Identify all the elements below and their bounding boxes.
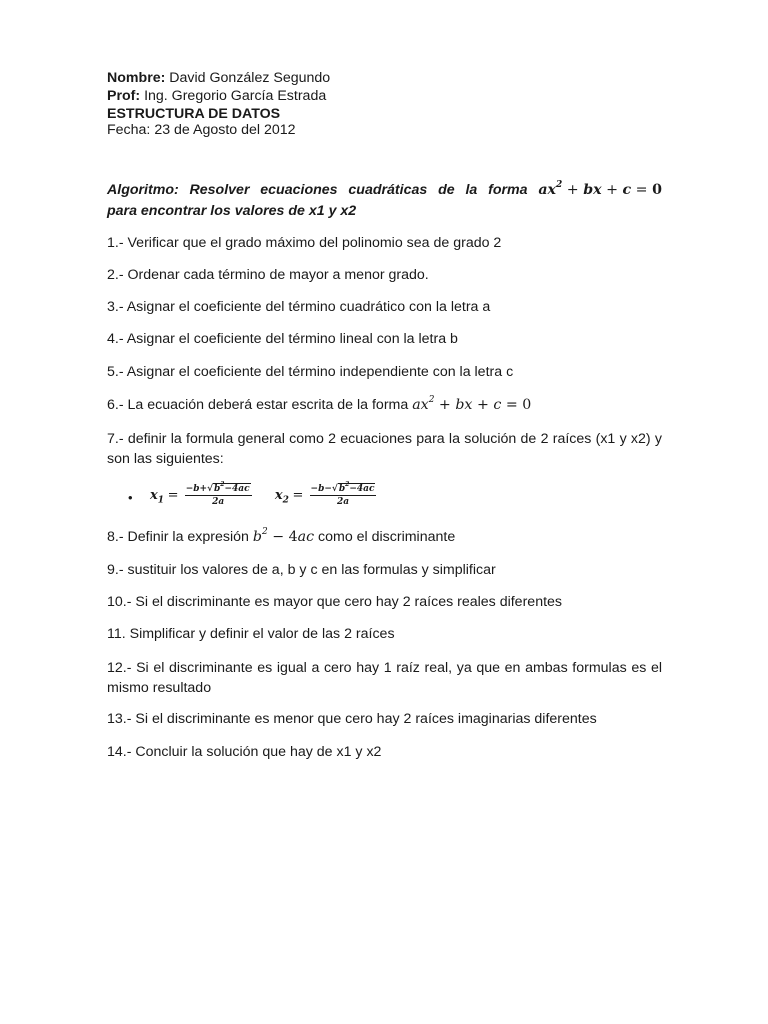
x2-fraction: $\frac{-b-√b^2-4ac}{2a}$ [310,481,375,507]
step-7 [107,429,662,469]
x2-label: $x_2$ [274,487,289,506]
prof-value: Ing. Gregorio García Estrada [144,88,327,104]
course-title: ESTRUCTURA DE DATOS [107,106,281,122]
name-line [107,70,330,87]
step-14: 14.- Concluir la solución que hay de x1 y x2 [107,744,382,760]
discriminant-expression: $b^2 - 4ac$ [252,527,315,545]
title-word: la [465,182,478,198]
step-8 [107,529,455,546]
step-9: 9.- sustituir los valores de a, b y c en las formulas y simplificar [107,562,496,578]
date-line: Fecha: 23 de Agosto del 2012 [107,122,296,138]
step-6 [107,397,531,414]
step-6-text: 6.- La ecuación deberá estar escrita de la forma [107,397,409,413]
x1-label: $x_1$ [150,487,165,506]
step-1: 1.- Verificar que el grado máximo del polinomio sea de grado 2 [107,235,502,251]
step-3: 3.- Asignar el coeficiente del término cuadrático con la letra a [107,299,491,315]
step-11: 11. Simplificar y definir el valor de las 2 raíces [107,626,395,642]
step-5: 5.- Asignar el coeficiente del término independiente con la letra c [107,364,514,380]
standard-form-equation: $ax^2$ + bx + c = 0 [412,395,532,413]
step-4: 4.- Asignar el coeficiente del término lineal con la letra b [107,331,458,347]
quadratic-formulas: $x_1$ = $\frac{-b+√b^2-4ac}{2a}$ $x_2$ = $\frac{-b-√b^2-4ac}{2a}$ [150,481,375,507]
algorithm-title-line1 [107,180,662,200]
title-word: de [438,182,455,198]
bullet-icon: • [128,490,133,505]
algorithm-title-line2: para encontrar los valores de x1 y x2 [107,203,357,219]
step-12: 12.- Si el discriminante es igual a cero hay 1 raíz real, ya que en ambas formulas es el mismo resultado [107,660,662,696]
step-8-post: como el discriminante [318,529,456,545]
x1-fraction: $\frac{-b+√b^2-4ac}{2a}$ [185,481,250,507]
name-value: David González Segundo [169,70,331,86]
step-10: 10.- Si el discriminante es mayor que cero hay 2 raíces reales diferentes [107,594,563,610]
title-word: cuadráticas [348,182,428,198]
prof-label: Prof: [107,88,141,104]
name-label: Nombre: [107,70,166,86]
title-word: ecuaciones [260,182,338,198]
prof-line [107,88,326,105]
title-word: forma [488,182,528,198]
step-2: 2.- Ordenar cada término de mayor a menor grado. [107,267,429,283]
step-7-text: 7.- definir la formula general como 2 ecuaciones para la solución de 2 raíces (x1 y x2) y son las siguientes: [107,431,662,467]
title-equation: $ax^2$ + bx + c = 0 [538,180,662,198]
step-13: 13.- Si el discriminante es menor que cero hay 2 raíces imaginarias diferentes [107,711,597,727]
step-8-pre: 8.- Definir la expresión [107,529,249,545]
title-word: Algoritmo: [107,182,179,198]
title-word: Resolver [189,182,250,198]
